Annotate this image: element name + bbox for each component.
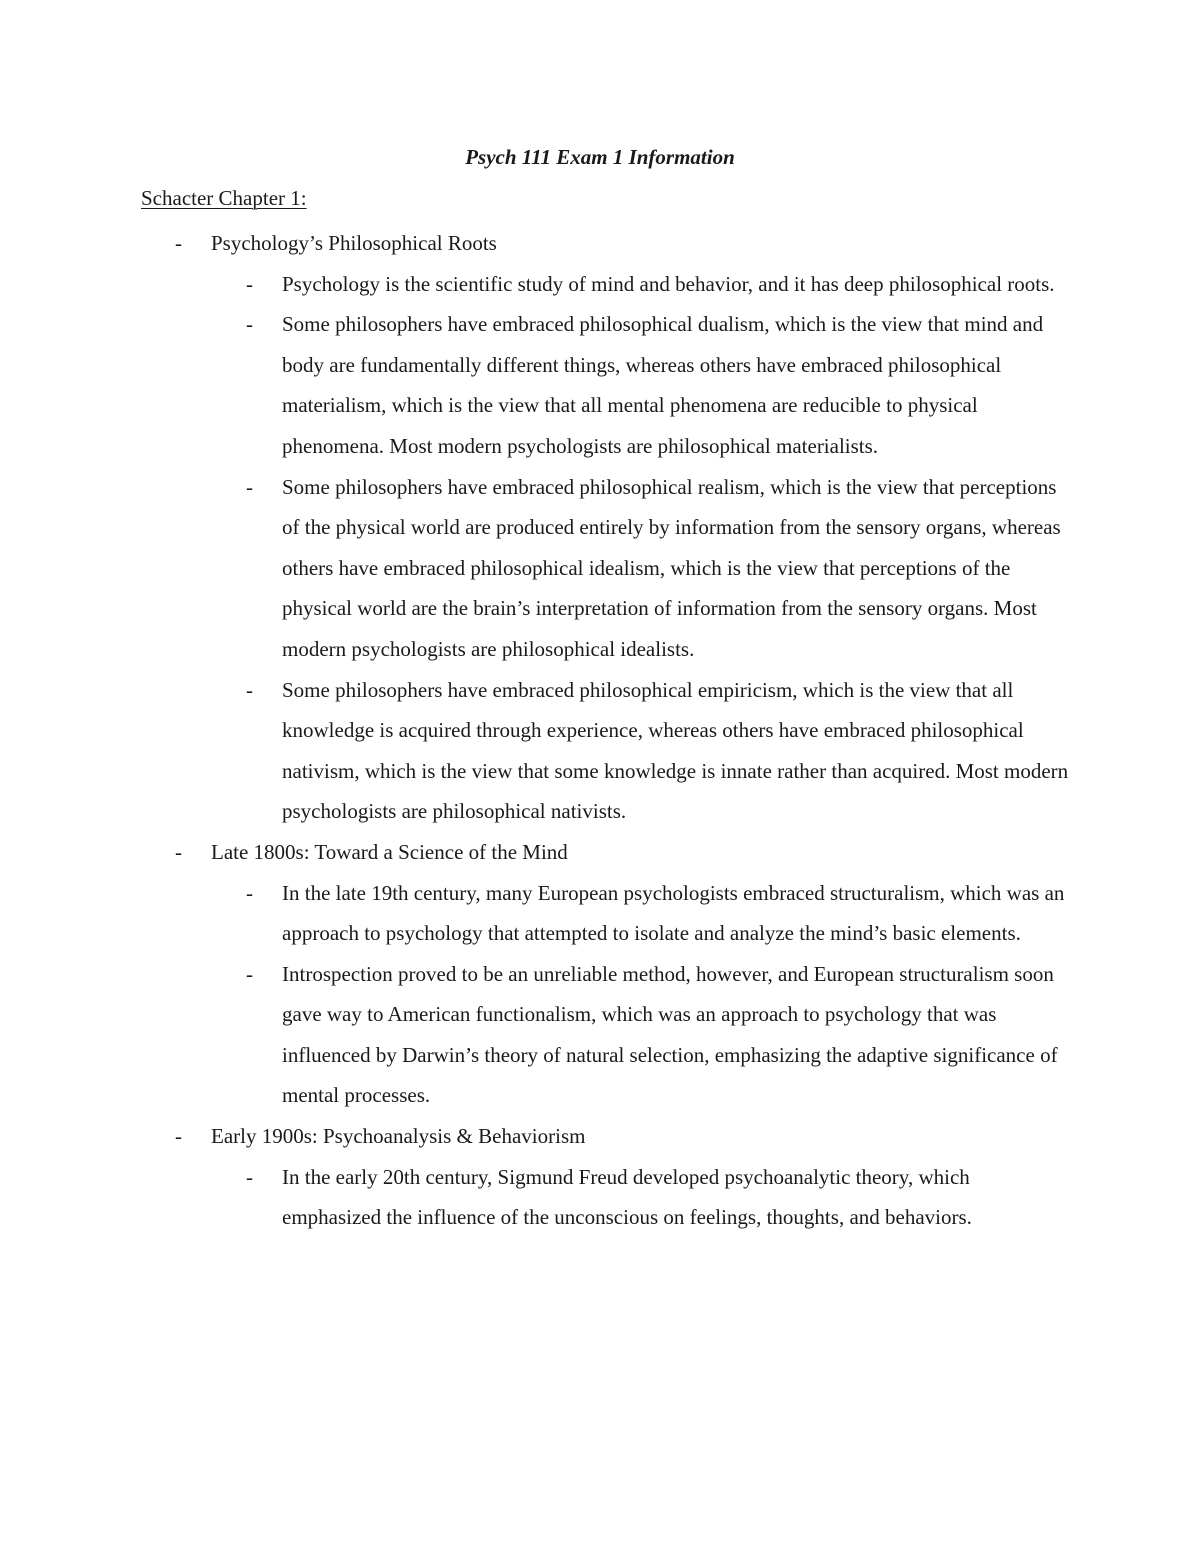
outline-point-text: Some philosophers have embraced philosophical realism, which is the view that perceptions of the physical world are produced entirely by information from the sensory organs, whereas others have embraced philosophical idealism, which is the view that perceptions of the physical world are the brain’s interpretation of information from the sensory organs. Most modern psychologists are philosophical idealists.	[282, 474, 1061, 661]
document-title: Psych 111 Exam 1 Information	[465, 145, 735, 169]
outline-heading	[175, 832, 1071, 873]
bullet-dash: -	[246, 961, 253, 986]
section-heading: Schacter Chapter 1:	[141, 186, 307, 210]
bullet-dash: -	[246, 677, 253, 702]
outline-point-text: Introspection proved to be an unreliable method, however, and European structuralism soon gave way to American functionalism, which was an approach to psychology that was influenced by Darwin’s theory of natural selection, emphasizing the adaptive significance of mental processes.	[282, 961, 1058, 1108]
outline-point-text: In the early 20th century, Sigmund Freud developed psychoanalytic theory, which emphasized the influence of the unconscious on feelings, thoughts, and behaviors.	[282, 1164, 972, 1230]
outline-point-text: Some philosophers have embraced philosophical empiricism, which is the view that all knowledge is acquired through experience, whereas others have embraced philosophical nativism, which is the view that some knowledge is innate rather than acquired. Most modern psychologists are philosophical nativists.	[282, 677, 1069, 824]
outline-point-text: In the late 19th century, many European psychologists embraced structuralism, which was an approach to psychology that attempted to isolate and analyze the mind’s basic elements.	[282, 880, 1065, 946]
outline-heading-text: Early 1900s: Psychoanalysis & Behaviorism	[211, 1124, 586, 1149]
outline-point	[246, 954, 1072, 1116]
outline-point	[246, 467, 1072, 670]
outline-point-text: Psychology is the scientific study of mind and behavior, and it has deep philosophical roots.	[282, 271, 1055, 296]
outline-point-text: Some philosophers have embraced philosophical dualism, which is the view that mind and body are fundamentally different things, whereas others have embraced philosophical materialism, which is the view that all mental phenomena are reducible to physical phenomena. Most modern psychologists are philosophical materialists.	[282, 312, 1044, 458]
bullet-dash: -	[246, 1164, 253, 1189]
bullet-dash: -	[246, 474, 253, 499]
bullet-dash: -	[246, 880, 253, 905]
bullet-dash: -	[175, 1124, 182, 1149]
bullet-dash: -	[175, 839, 182, 864]
outline-heading-text: Psychology’s Philosophical Roots	[211, 231, 497, 255]
outline-point	[246, 873, 1072, 954]
document-body	[0, 223, 1200, 1238]
outline-point	[246, 670, 1072, 832]
outline-heading	[175, 1116, 1071, 1157]
bullet-dash: -	[175, 231, 182, 255]
outline-point	[246, 1157, 1072, 1238]
outline-heading-text: Late 1800s: Toward a Science of the Mind	[211, 839, 568, 864]
bullet-dash: -	[246, 312, 253, 337]
outline-point	[246, 264, 1072, 305]
outline-point	[246, 304, 1072, 466]
bullet-dash: -	[246, 271, 253, 296]
outline-heading	[175, 223, 1071, 264]
